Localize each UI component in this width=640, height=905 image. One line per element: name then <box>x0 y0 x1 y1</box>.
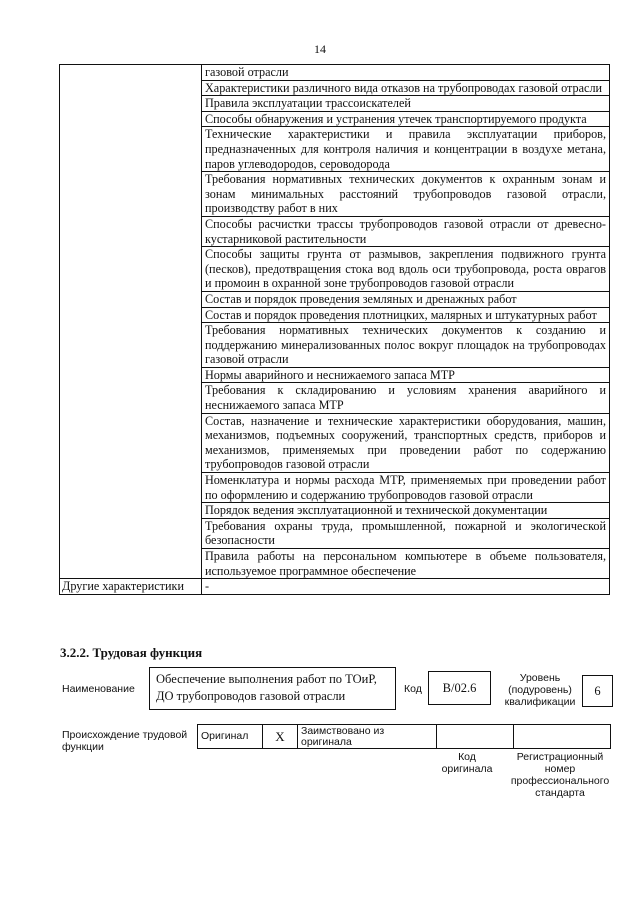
registration-number-cell <box>514 725 611 749</box>
section-heading: 3.2.2. Трудовая функция <box>60 645 203 660</box>
requirement-item: Порядок ведения эксплуатационной и технической документации <box>202 503 610 519</box>
requirement-item: Требования к складированию и условиям хранения аварийного и неснижаемого запаса МТР <box>202 383 610 413</box>
requirement-item: Требования нормативных технических документов к созданию и поддержанию минерализованных полос вокруг площадок на трубопроводах газовой отрасли <box>202 323 610 368</box>
requirement-item: Требования охраны труда, промышленной, пожарной и экологической безопасности <box>202 518 610 548</box>
registration-number-caption: Регистрационный номер профессионального стандарта <box>510 751 610 799</box>
requirement-item: Правила работы на персональном компьютере в объеме пользователя, используемое программное обеспечение <box>202 549 610 579</box>
original-mark: X <box>263 725 298 749</box>
requirement-item: Технические характеристики и правила эксплуатации приборов, предназначенных для контроля наличия и концентрации в воздухе метана, паров углеводородов, сероводорода <box>202 127 610 172</box>
original-code-cell <box>437 725 514 749</box>
requirement-item: Способы защиты грунта от размывов, закрепления подвижного грунта (песков), предотвращения стока вод вдоль оси трубопровода, роста оврагов и промоин в охранной зоне трубопроводов газовой отрасли <box>202 247 610 292</box>
origin-table <box>197 724 611 749</box>
function-code-label: Код <box>404 683 422 695</box>
requirement-item: Номенклатура и нормы расхода МТР, применяемых при проведении работ по оформлению и содержанию трубопроводов газовой отрасли <box>202 473 610 503</box>
requirements-left-cell <box>60 65 202 579</box>
function-code-box: В/02.6 <box>428 671 491 705</box>
requirement-item: Характеристики различного вида отказов на трубопроводах газовой отрасли <box>202 80 610 96</box>
requirement-item: газовой отрасли <box>202 65 610 81</box>
requirements-table <box>59 64 610 595</box>
function-name-box: Обеспечение выполнения работ по ТОиР, ДО трубопроводов газовой отрасли <box>149 667 396 710</box>
requirement-item: Способы расчистки трассы трубопроводов газовой отрасли от древесно-кустарниковой растительности <box>202 216 610 246</box>
other-characteristics-label: Другие характеристики <box>60 579 202 595</box>
requirement-item: Нормы аварийного и неснижаемого запаса МТР <box>202 367 610 383</box>
requirement-item: Требования нормативных технических документов к охранным зонам и зонам минимальных расстояний трубопроводов газовой отрасли, производству работ в них <box>202 172 610 217</box>
table-row <box>60 65 610 81</box>
page-number: 14 <box>314 42 326 56</box>
original-code-caption: Код оригинала <box>441 751 493 775</box>
requirement-item: Правила эксплуатации трассоискателей <box>202 96 610 112</box>
requirement-item: Состав и порядок проведения земляных и дренажных работ <box>202 291 610 307</box>
table-row <box>60 579 610 595</box>
function-name-label: Наименование <box>62 683 135 695</box>
qualification-level-label: Уровень (подуровень) квалификации <box>504 672 576 708</box>
table-row <box>198 725 611 749</box>
borrowed-label: Заимствовано из оригинала <box>298 725 437 749</box>
origin-label: Происхождение трудовой функции <box>62 729 188 753</box>
requirement-item: Состав и порядок проведения плотницких, малярных и штукатурных работ <box>202 307 610 323</box>
qualification-level-box: 6 <box>582 675 613 707</box>
requirement-item: Состав, назначение и технические характеристики оборудования, машин, механизмов, подъемных сооружений, транспортных средств, приборов и механизмов, применяемых при проведении работ по содержанию трубопроводов газовой отрасли <box>202 413 610 472</box>
requirement-item: Способы обнаружения и устранения утечек транспортируемого продукта <box>202 111 610 127</box>
original-label: Оригинал <box>198 725 263 749</box>
other-characteristics-value: - <box>202 579 610 595</box>
